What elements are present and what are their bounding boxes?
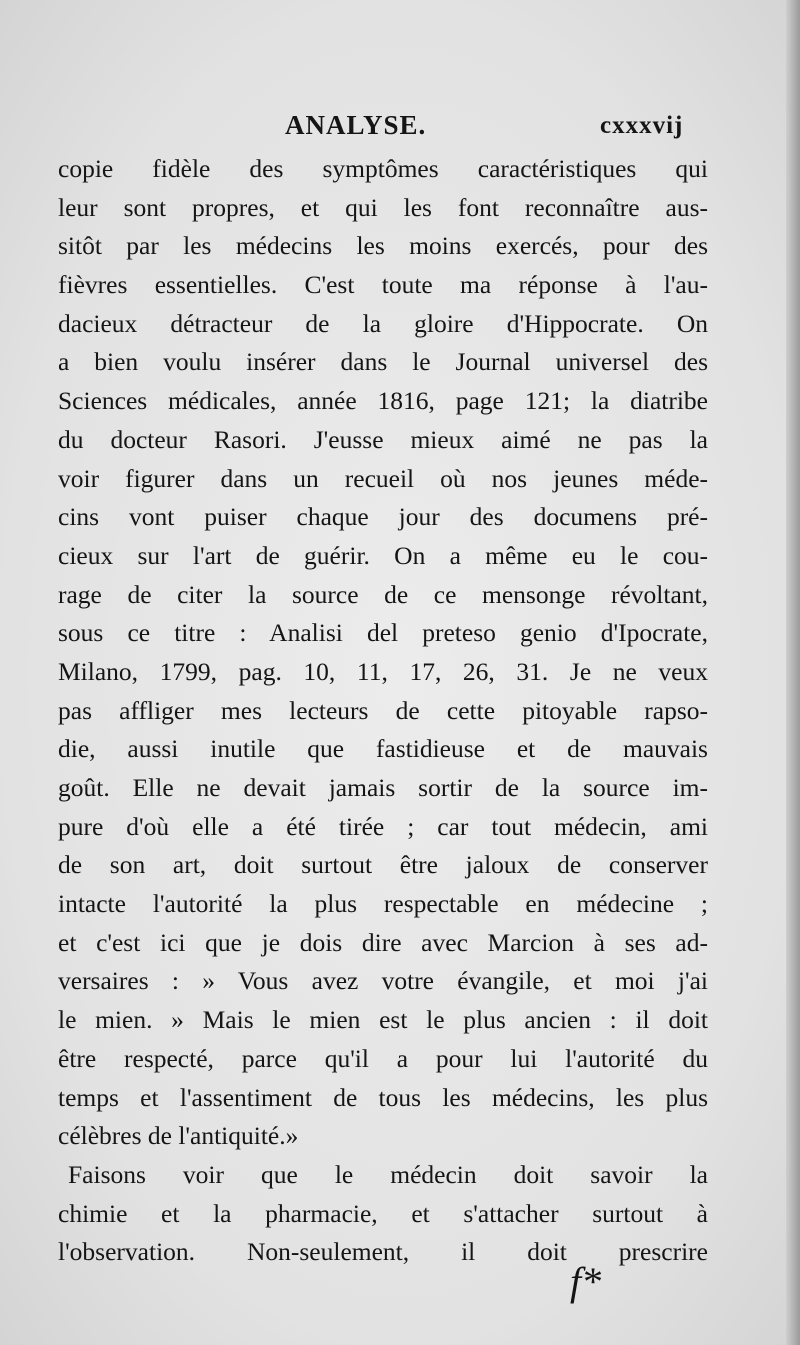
text-line: die, aussi inutile que fastidieuse et de mauvais xyxy=(58,734,708,764)
text-line: pure d'où elle a été tirée ; car tout médecin, ami xyxy=(58,811,708,841)
text-line: du docteur Rasori. J'eusse mieux aimé ne pas la xyxy=(58,424,708,454)
text-line: chimie et la pharmacie, et s'attacher surtout à xyxy=(58,1198,708,1228)
text-line: célèbres de l'antiquité.» xyxy=(58,1121,299,1151)
text-line: intacte l'autorité la plus respectable en médecine ; xyxy=(58,889,708,919)
body-text xyxy=(58,150,708,1272)
text-line: rage de citer la source de ce mensonge révoltant, xyxy=(58,579,708,609)
page-edge-shadow xyxy=(786,0,800,1345)
text-line: être respecté, parce qu'il a pour lui l'autorité du xyxy=(58,1043,708,1073)
text-line: sitôt par les médecins les moins exercés, pour des xyxy=(58,231,708,261)
page-number: cxxxvij xyxy=(600,112,684,139)
text-line: a bien voulu insérer dans le Journal universel des xyxy=(58,347,708,377)
text-line: temps et l'assentiment de tous les médecins, les plus xyxy=(58,1082,708,1112)
text-line: Milano, 1799, pag. 10, 11, 17, 26, 31. Je ne veux xyxy=(58,656,708,686)
running-title: ANALYSE. xyxy=(285,110,427,140)
text-line: versaires : » Vous avez votre évangile, et moi j'ai xyxy=(58,966,708,996)
running-head xyxy=(0,110,800,150)
text-line: copie fidèle des symptômes caractéristiques qui xyxy=(58,154,708,183)
text-line: pas affliger mes lecteurs de cette pitoyable rapso- xyxy=(58,695,708,725)
text-line: fièvres essentielles. C'est toute ma réponse à l'au- xyxy=(58,270,708,300)
text-line: goût. Elle ne devait jamais sortir de la source im- xyxy=(58,773,708,802)
text-line: voir figurer dans un recueil où nos jeunes méde- xyxy=(58,463,708,493)
text-line: Faisons voir que le médecin doit savoir la xyxy=(68,1159,708,1189)
text-line: sous ce titre : Analisi del preteso genio d'Ipocrate, xyxy=(58,618,708,648)
text-line: leur sont propres, et qui les font reconnaître aus- xyxy=(58,192,708,222)
text-line: le mien. » Mais le mien est le plus ancien : il doit xyxy=(58,1005,708,1035)
text-line: cieux sur l'art de guérir. On a même eu le cou- xyxy=(58,540,708,570)
text-line: Sciences médicales, année 1816, page 121; la diatribe xyxy=(58,386,708,416)
text-line: de son art, doit surtout être jaloux de conserver xyxy=(58,850,708,880)
signature-mark: f* xyxy=(570,1259,602,1304)
text-line: l'observation. Non-seulement, il doit prescrire xyxy=(58,1237,708,1267)
text-line: cins vont puiser chaque jour des documens pré- xyxy=(58,502,708,532)
text-line: et c'est ici que je dois dire avec Marcion à ses ad- xyxy=(58,927,708,957)
text-line: dacieux détracteur de la gloire d'Hippocrate. On xyxy=(58,308,708,338)
